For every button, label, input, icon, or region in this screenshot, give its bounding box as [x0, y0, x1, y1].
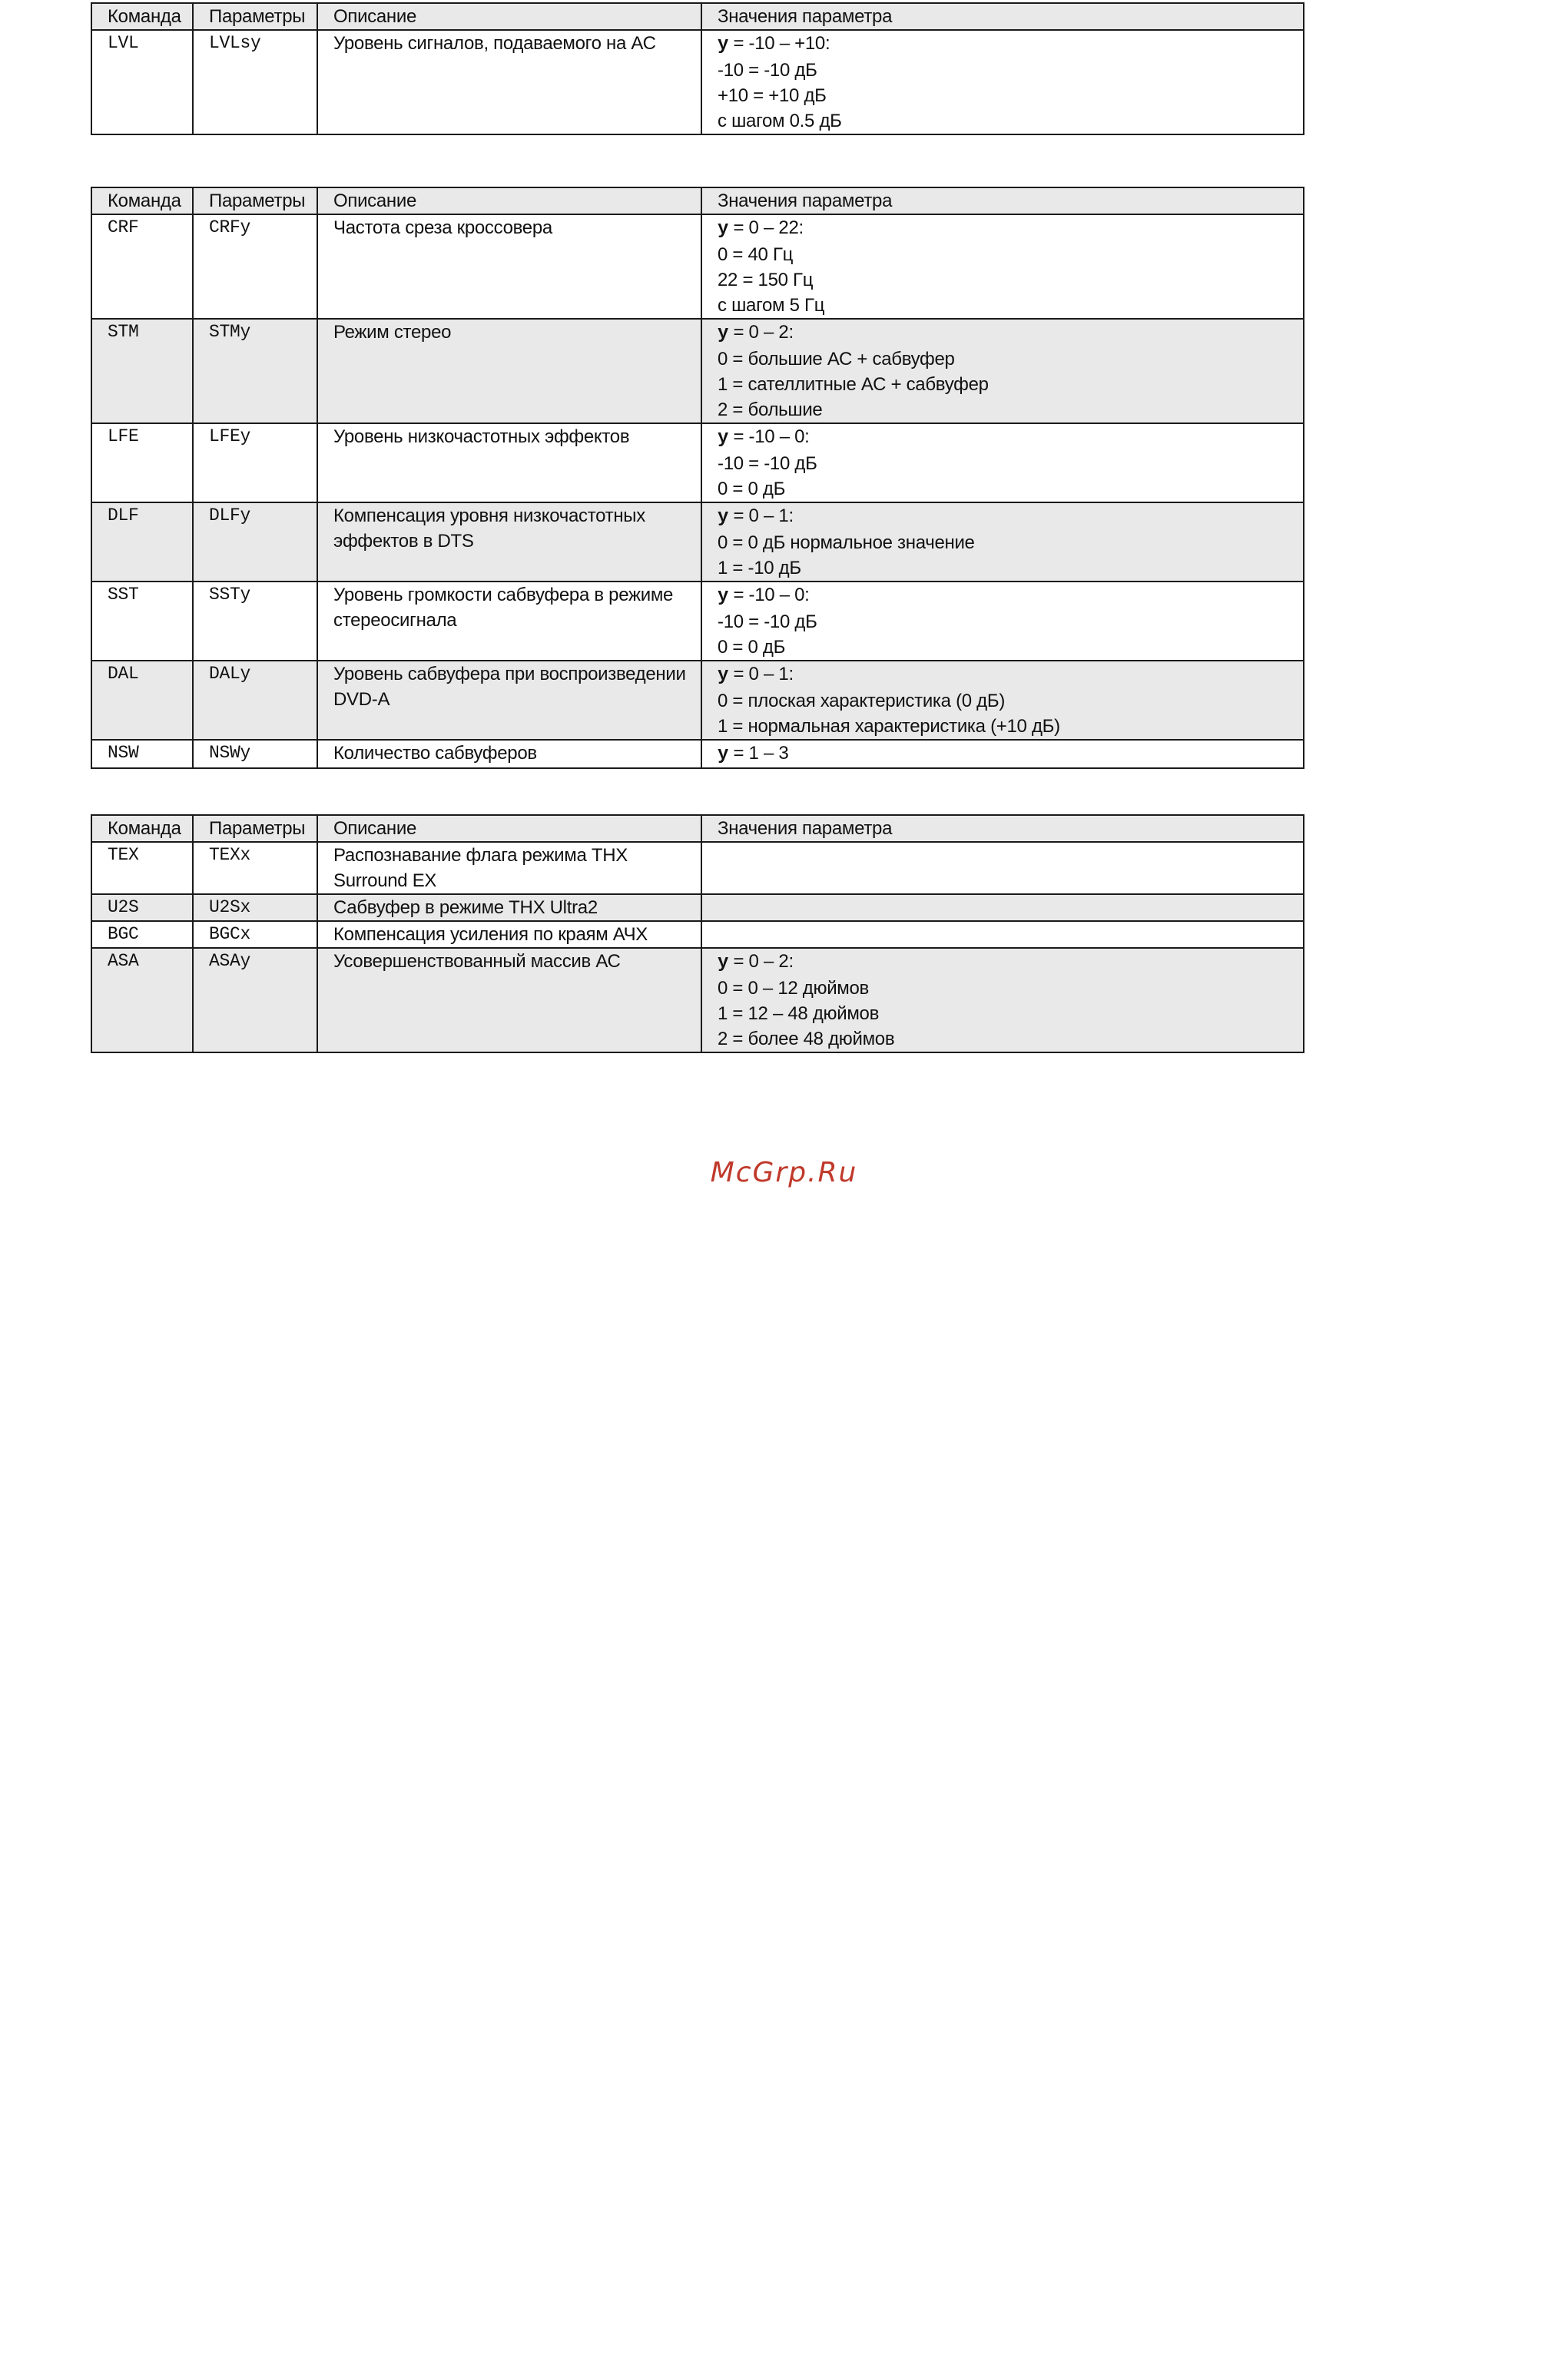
lvl-command-table: [91, 2, 1304, 135]
value-range-line: [718, 503, 1297, 530]
param-cell: ASAy: [193, 948, 317, 1052]
header-description: Описание: [317, 3, 701, 30]
header-values: Значения параметра: [701, 815, 1304, 842]
value-line: с шагом 5 Гц: [718, 295, 825, 316]
value-range-line: [718, 424, 1297, 451]
value-line: -10 = -10 дБ: [718, 453, 817, 474]
value-variable: y: [718, 744, 729, 765]
values-cell: [701, 423, 1304, 502]
table-row: [91, 948, 1304, 1052]
value-line: 0 = 0 – 12 дюймов: [718, 978, 870, 999]
value-line: 1 = нормальная характеристика (+10 дБ): [718, 716, 1060, 737]
values-cell: [701, 502, 1304, 582]
values-cell: [701, 661, 1304, 740]
header-command: Команда: [91, 3, 193, 30]
value-variable: y: [718, 665, 729, 686]
header-description: Описание: [317, 815, 701, 842]
param-cell: BGCx: [193, 921, 317, 948]
value-line: 0 = плоская характеристика (0 дБ): [718, 691, 1006, 711]
value-variable: y: [718, 507, 729, 528]
table-row: [91, 842, 1304, 894]
value-line: 2 = более 48 дюймов: [718, 1029, 895, 1049]
description-cell: Уровень низкочастотных эффектов: [317, 423, 701, 502]
value-line: 0 = 0 дБ нормальное значение: [718, 532, 975, 553]
command-cell: DLF: [91, 502, 193, 582]
value-range: = -10 – +10:: [728, 33, 830, 54]
table-row: [91, 921, 1304, 948]
table-body: [91, 214, 1304, 768]
value-range: = 0 – 2:: [728, 951, 794, 972]
value-line: -10 = -10 дБ: [718, 60, 817, 81]
table-body: [91, 30, 1304, 134]
value-range: = 1 – 3: [728, 743, 789, 764]
table-header-row: [91, 187, 1304, 214]
param-cell: DALy: [193, 661, 317, 740]
header-params: Параметры: [193, 815, 317, 842]
value-range-line: [718, 741, 1297, 767]
header-command: Команда: [91, 187, 193, 214]
header-values: Значения параметра: [701, 3, 1304, 30]
command-cell: LFE: [91, 423, 193, 502]
value-line: 0 = большие АС + сабвуфер: [718, 349, 955, 369]
subwoofer-command-table: [91, 187, 1304, 769]
table-row: [91, 319, 1304, 423]
value-line: 1 = -10 дБ: [718, 558, 801, 578]
command-cell: SST: [91, 582, 193, 661]
description-cell: Частота среза кроссовера: [317, 214, 701, 319]
table-row: [91, 582, 1304, 661]
description-cell: Количество сабвуферов: [317, 740, 701, 768]
value-range-line: [718, 582, 1297, 609]
table-row: [91, 30, 1304, 134]
table-row: [91, 661, 1304, 740]
description-cell: Компенсация усиления по краям АЧХ: [317, 921, 701, 948]
description-cell: Уровень сигналов, подаваемого на АС: [317, 30, 701, 134]
value-range-line: [718, 320, 1297, 346]
header-command: Команда: [91, 815, 193, 842]
header-params: Параметры: [193, 3, 317, 30]
command-cell: ASA: [91, 948, 193, 1052]
value-line: 22 = 150 Гц: [718, 270, 814, 290]
watermark-text: McGrp.Ru: [710, 1157, 858, 1188]
value-range-line: [718, 215, 1297, 242]
param-cell: LVLsy: [193, 30, 317, 134]
value-line: 0 = 0 дБ: [718, 637, 786, 658]
value-variable: y: [718, 953, 729, 973]
param-cell: NSWy: [193, 740, 317, 768]
param-cell: LFEy: [193, 423, 317, 502]
command-cell: STM: [91, 319, 193, 423]
value-range-line: [718, 31, 1297, 58]
value-variable: y: [718, 428, 729, 449]
value-variable: y: [718, 586, 729, 607]
command-cell: CRF: [91, 214, 193, 319]
header-params: Параметры: [193, 187, 317, 214]
description-cell: Усовершенствованный массив АС: [317, 948, 701, 1052]
value-range: = -10 – 0:: [728, 585, 810, 605]
table-row: [91, 423, 1304, 502]
value-range-line: [718, 661, 1297, 688]
values-cell: [701, 319, 1304, 423]
values-cell: [701, 30, 1304, 134]
value-variable: y: [718, 219, 729, 240]
value-range: = 0 – 1:: [728, 664, 794, 684]
value-line: с шагом 0.5 дБ: [718, 111, 842, 131]
command-cell: BGC: [91, 921, 193, 948]
header-description: Описание: [317, 187, 701, 214]
value-range: = 0 – 1:: [728, 505, 794, 526]
values-cell: [701, 948, 1304, 1052]
values-cell: [701, 921, 1304, 948]
values-cell: [701, 740, 1304, 768]
value-range-line: [718, 949, 1297, 976]
values-cell: [701, 214, 1304, 319]
description-cell: Сабвуфер в режиме THX Ultra2: [317, 894, 701, 921]
command-cell: DAL: [91, 661, 193, 740]
values-cell: [701, 894, 1304, 921]
value-line: 1 = 12 – 48 дюймов: [718, 1003, 880, 1024]
value-line: +10 = +10 дБ: [718, 85, 827, 106]
header-values: Значения параметра: [701, 187, 1304, 214]
table-row: [91, 740, 1304, 768]
value-range: = -10 – 0:: [728, 426, 810, 447]
command-cell: NSW: [91, 740, 193, 768]
table-row: [91, 214, 1304, 319]
param-cell: DLFy: [193, 502, 317, 582]
thx-command-table: [91, 814, 1304, 1053]
value-variable: y: [718, 323, 729, 344]
table-header-row: [91, 815, 1304, 842]
param-cell: U2Sx: [193, 894, 317, 921]
value-line: -10 = -10 дБ: [718, 611, 817, 632]
param-cell: CRFy: [193, 214, 317, 319]
values-cell: [701, 582, 1304, 661]
table-row: [91, 894, 1304, 921]
command-cell: TEX: [91, 842, 193, 894]
value-range: = 0 – 22:: [728, 217, 804, 238]
value-line: 0 = 0 дБ: [718, 479, 786, 499]
param-cell: SSTy: [193, 582, 317, 661]
value-range: = 0 – 2:: [728, 322, 794, 343]
param-cell: TEXx: [193, 842, 317, 894]
value-variable: y: [718, 35, 729, 55]
param-cell: STMy: [193, 319, 317, 423]
description-cell: Уровень громкости сабвуфера в режиме стереосигнала: [317, 582, 701, 661]
command-cell: U2S: [91, 894, 193, 921]
description-cell: Компенсация уровня низкочастотных эффектов в DTS: [317, 502, 701, 582]
value-line: 1 = сателлитные АС + сабвуфер: [718, 374, 989, 395]
value-line: 2 = большие: [718, 399, 823, 420]
description-cell: Уровень сабвуфера при воспроизведении DVD-A: [317, 661, 701, 740]
table-header-row: [91, 3, 1304, 30]
table-row: [91, 502, 1304, 582]
table-body: [91, 842, 1304, 1052]
description-cell: Распознавание флага режима THX Surround EX: [317, 842, 701, 894]
description-cell: Режим стерео: [317, 319, 701, 423]
command-cell: LVL: [91, 30, 193, 134]
value-line: 0 = 40 Гц: [718, 244, 794, 265]
values-cell: [701, 842, 1304, 894]
